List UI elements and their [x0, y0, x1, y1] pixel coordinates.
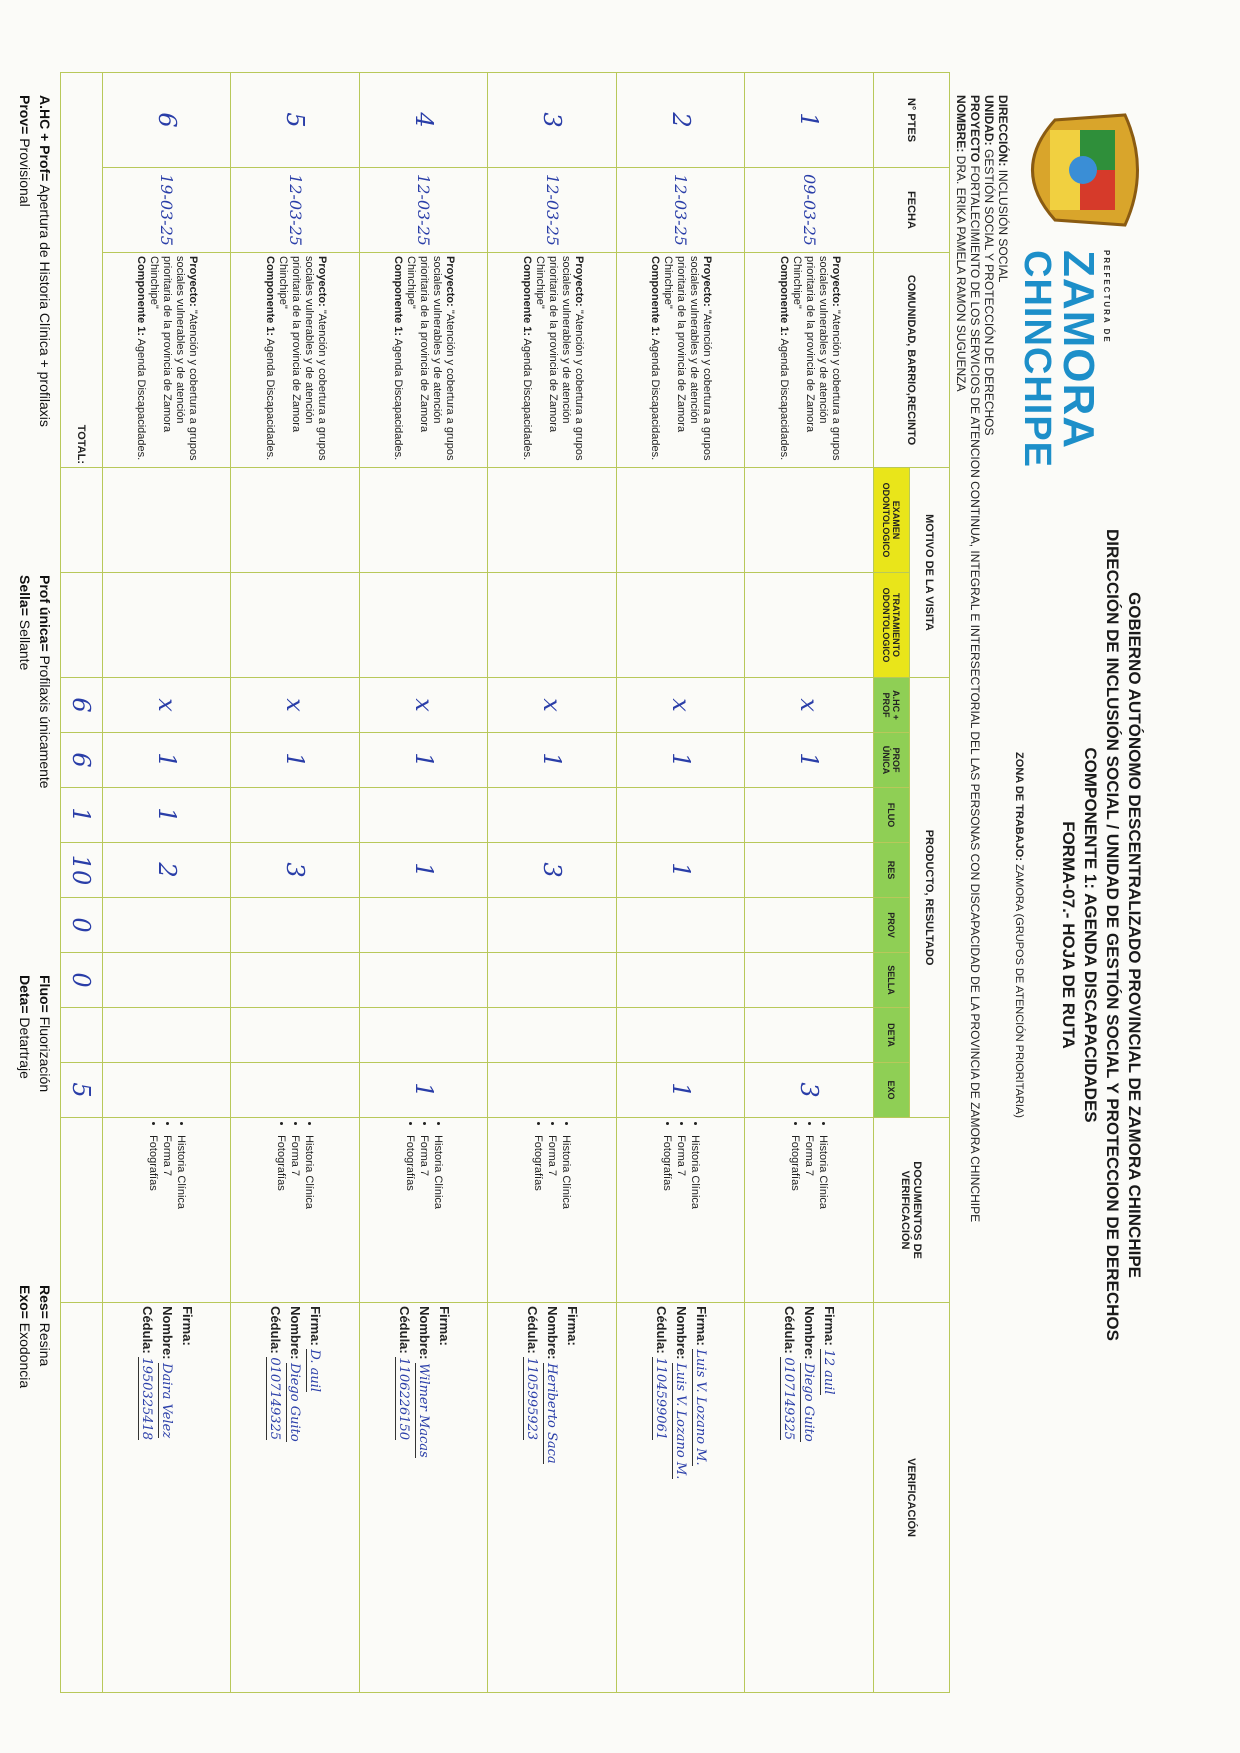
row-verificacion: [231, 1303, 360, 1693]
doc-item: • Forma 7: [288, 1135, 302, 1299]
componente-label: Componente 1:: [777, 256, 790, 337]
col-verificacion: VERIFICACIÓN: [874, 1303, 950, 1693]
componente-label: Componente 1:: [649, 256, 662, 337]
zona-trabajo: [1013, 300, 1025, 1570]
nombre-label: NOMBRE:: [954, 95, 968, 153]
legend-prof-key: Prof única=: [37, 575, 53, 652]
row-tratamiento: [745, 573, 874, 678]
legend-sella-value: Sellante: [17, 619, 33, 671]
cedula-label: Cédula:: [268, 1306, 284, 1354]
row-verificacion: [488, 1303, 617, 1693]
doc-item: • Fotografías: [274, 1135, 288, 1299]
row-exo: 3: [745, 1063, 874, 1118]
row-tratamiento: [103, 573, 232, 678]
table-row: [617, 73, 746, 1693]
row-sella: [103, 953, 232, 1008]
row-comunidad: [617, 253, 746, 468]
col-tratamiento: TRATAMIENTO ODONTOLOGICO: [874, 573, 910, 678]
row-verificacion: [617, 1303, 746, 1693]
legend-res-value: Resina: [37, 1322, 53, 1367]
proyecto-label: Proyecto:: [829, 256, 842, 307]
row-fecha: 19-03-25: [103, 168, 232, 253]
proyecto-text: "Atención y cobertura a grupos sociales vulnerables y de atención prioritaria de la provincia de Zamora Chinchipe": [790, 256, 842, 461]
componente-label: Componente 1:: [263, 256, 276, 337]
row-docs: [617, 1118, 746, 1303]
table-row: [231, 73, 360, 1693]
doc-item: • Historia Clínica: [816, 1135, 830, 1299]
firma-label: Firma:: [565, 1306, 581, 1346]
row-examen: [231, 468, 360, 573]
proyecto-label: PROYECTO: [968, 95, 982, 163]
row-prov: [617, 898, 746, 953]
row-tratamiento: [360, 573, 489, 678]
proyecto-text: "Atención y cobertura a grupos sociales vulnerables y de atención prioritaria de la provincia de Zamora Chinchipe": [662, 256, 714, 461]
direccion-label: DIRECCIÓN:: [996, 95, 1010, 167]
col-deta: DETA: [874, 1008, 910, 1063]
total-fluo: 1: [61, 788, 103, 843]
row-prof: 1: [103, 733, 232, 788]
header-line-2: DIRECCIÓN DE INCLUSIÓN SOCIAL / UNIDAD DE GESTIÓN SOCIAL Y PROTECCION DE DERECHOS: [1103, 529, 1122, 1341]
legend-prov-value: Provisional: [17, 138, 33, 207]
row-fluo: [617, 788, 746, 843]
header-line-4: FORMA-07.- HOJA DE RUTA: [1059, 821, 1078, 1049]
row-prof: 1: [231, 733, 360, 788]
col-docs: DOCUMENTOS DE VERIFICACIÓN: [874, 1118, 950, 1303]
doc-item: • Fotografías: [531, 1135, 545, 1299]
row-examen: [745, 468, 874, 573]
cedula-value: 1106226150: [395, 1357, 411, 1441]
table-row: [488, 73, 617, 1693]
legend-sella-key: Sella=: [17, 575, 33, 616]
row-examen: [617, 468, 746, 573]
total-ahc: 6: [61, 678, 103, 733]
row-sella: [360, 953, 489, 1008]
row-docs: [103, 1118, 232, 1303]
firma-label: Firma:: [436, 1306, 452, 1346]
legend-res-key: Res=: [37, 1285, 53, 1319]
col-npts: N° PTES: [874, 73, 950, 168]
componente-text: Agenda Discapacidades.: [135, 338, 148, 461]
total-docs: [61, 1118, 103, 1303]
doc-item: • Fotografías: [146, 1135, 160, 1299]
nombre-label: Nombre:: [159, 1306, 175, 1360]
doc-item: • Forma 7: [802, 1135, 816, 1299]
proyecto-label: Proyecto:: [315, 256, 328, 307]
col-prof: PROF ÚNICA: [874, 733, 910, 788]
total-label: TOTAL:: [61, 73, 103, 468]
total-tratamiento: [61, 573, 103, 678]
firma-value: 12 auil: [821, 1349, 837, 1395]
row-tratamiento: [488, 573, 617, 678]
row-ahc: x: [103, 678, 232, 733]
col-comunidad: COMUNIDAD, BARRIO,RECINTO: [874, 253, 950, 468]
componente-label: Componente 1:: [392, 256, 405, 337]
row-ahc: x: [488, 678, 617, 733]
row-sella: [488, 953, 617, 1008]
doc-item: • Historia Clínica: [431, 1135, 445, 1299]
nombre-label: Nombre:: [288, 1306, 304, 1360]
row-res: 3: [488, 843, 617, 898]
componente-text: Agenda Discapacidades.: [263, 338, 276, 461]
unidad-value: GESTIÓN SOCIAL Y PROTECCIÓN DE DERECHOS: [982, 149, 996, 436]
row-number: 4: [360, 73, 489, 168]
legend-fluo-key: Fluo=: [37, 975, 53, 1013]
row-prof: 1: [745, 733, 874, 788]
firma-label: Firma:: [822, 1306, 838, 1346]
col-examen: EXAMEN ODONTOLOGICO: [874, 468, 910, 573]
nombre-value: Daira Velez: [158, 1363, 174, 1439]
cedula-label: Cédula:: [139, 1306, 155, 1354]
legend-deta-key: Deta=: [17, 975, 33, 1014]
row-prov: [745, 898, 874, 953]
componente-text: Agenda Discapacidades.: [520, 338, 533, 461]
total-deta: [61, 1008, 103, 1063]
header-line-1: GOBIERNO AUTÓNOMO DESCENTRALIZADO PROVINCIAL DE ZAMORA CHINCHIPE: [1125, 592, 1144, 1278]
row-examen: [360, 468, 489, 573]
doc-item: • Forma 7: [545, 1135, 559, 1299]
componente-label: Componente 1:: [520, 256, 533, 337]
row-exo: [231, 1063, 360, 1118]
total-verificacion: [61, 1303, 103, 1693]
row-prof: 1: [360, 733, 489, 788]
total-sella: 0: [61, 953, 103, 1008]
nombre-label: Nombre:: [545, 1306, 561, 1360]
col-res: RES: [874, 843, 910, 898]
nombre-value: Heriberto Saca: [544, 1363, 560, 1464]
header-line-3: COMPONENTE 1: AGENDA DISCAPACIDADES: [1081, 747, 1100, 1123]
cedula-value: 1105995923: [524, 1357, 540, 1441]
row-exo: [488, 1063, 617, 1118]
col-fluo: FLUO: [874, 788, 910, 843]
nombre-value: Luis V. Lozano M.: [672, 1363, 688, 1480]
nombre-label: Nombre:: [416, 1306, 432, 1360]
firma-label: Firma:: [308, 1306, 324, 1346]
brand-word-zamora: ZAMORA: [1054, 250, 1103, 450]
row-prov: [231, 898, 360, 953]
nombre-label: Nombre:: [802, 1306, 818, 1360]
route-sheet-table: [60, 72, 950, 1693]
row-deta: [103, 1008, 232, 1063]
row-exo: 1: [360, 1063, 489, 1118]
row-comunidad: [231, 253, 360, 468]
form-header: [1057, 300, 1145, 1570]
legend-deta-value: Detartraje: [17, 1017, 33, 1079]
row-deta: [360, 1008, 489, 1063]
row-fluo: [488, 788, 617, 843]
row-fecha: 12-03-25: [231, 168, 360, 253]
legend-ahc-key: A.HC + Prof=: [37, 95, 53, 182]
row-res: 1: [360, 843, 489, 898]
proyecto-text: "Atención y cobertura a grupos sociales vulnerables y de atención prioritaria de la provincia de Zamora Chinchipe": [405, 256, 457, 461]
componente-text: Agenda Discapacidades.: [392, 338, 405, 461]
row-number: 5: [231, 73, 360, 168]
doc-item: • Fotografías: [788, 1135, 802, 1299]
row-comunidad: [103, 253, 232, 468]
row-number: 6: [103, 73, 232, 168]
cedula-label: Cédula:: [525, 1306, 541, 1354]
legend-prof-value: Profilaxis únicamente: [37, 655, 53, 789]
nombre-label: Nombre:: [673, 1306, 689, 1360]
proyecto-value: FORTALECIMIENTO DE LOS SERVICIOS DE ATENCION CONTINUA, INTEGRAL E INTERSECTORIAL DEL LAS PERSONAS CON DISCAPACIDAD DE LA PROVINCIA DE ZAMORA CHINCHIPE: [968, 165, 982, 1223]
form-meta: [954, 95, 1010, 1222]
row-fluo: [231, 788, 360, 843]
row-docs: [360, 1118, 489, 1303]
total-res: 10: [61, 843, 103, 898]
doc-item: • Forma 7: [674, 1135, 688, 1299]
doc-item: • Forma 7: [417, 1135, 431, 1299]
proyecto-label: Proyecto:: [572, 256, 585, 307]
componente-text: Agenda Discapacidades.: [649, 338, 662, 461]
cedula-label: Cédula:: [653, 1306, 669, 1354]
row-prof: 1: [617, 733, 746, 788]
row-prov: [103, 898, 232, 953]
row-examen: [103, 468, 232, 573]
firma-label: Firma:: [179, 1306, 195, 1346]
row-res: 3: [231, 843, 360, 898]
proyecto-text: "Atención y cobertura a grupos sociales vulnerables y de atención prioritaria de la provincia de Zamora Chinchipe": [276, 256, 328, 461]
table-row: [103, 73, 232, 1693]
doc-item: • Fotografías: [660, 1135, 674, 1299]
cedula-value: 1950325418: [138, 1357, 154, 1441]
brand-word-chinchipe: CHINCHIPE: [1016, 250, 1058, 469]
row-number: 1: [745, 73, 874, 168]
row-tratamiento: [617, 573, 746, 678]
col-fecha: FECHA: [874, 168, 950, 253]
row-deta: [745, 1008, 874, 1063]
row-fecha: 12-03-25: [488, 168, 617, 253]
row-comunidad: [360, 253, 489, 468]
brand-prefecture: PREFECTURA DE: [1102, 250, 1111, 344]
proyecto-label: Proyecto:: [187, 256, 200, 307]
row-fecha: 12-03-25: [360, 168, 489, 253]
cedula-label: Cédula:: [396, 1306, 412, 1354]
row-deta: [617, 1008, 746, 1063]
componente-text: Agenda Discapacidades.: [777, 338, 790, 461]
doc-item: • Forma 7: [160, 1135, 174, 1299]
proyecto-text: "Atención y cobertura a grupos sociales vulnerables y de atención prioritaria de la provincia de Zamora Chinchipe": [533, 256, 585, 461]
col-motivo: MOTIVO DE LA VISITA: [910, 468, 950, 678]
row-prof: 1: [488, 733, 617, 788]
col-prov: PROV: [874, 898, 910, 953]
nombre-value: Diego Guito: [801, 1363, 817, 1442]
doc-item: • Historia Clínica: [174, 1135, 188, 1299]
row-deta: [488, 1008, 617, 1063]
row-comunidad: [745, 253, 874, 468]
proyecto-label: Proyecto:: [701, 256, 714, 307]
proyecto-label: Proyecto:: [444, 256, 457, 307]
row-res: [745, 843, 874, 898]
doc-item: • Historia Clínica: [302, 1135, 316, 1299]
doc-item: • Historia Clínica: [559, 1135, 573, 1299]
total-prov: 0: [61, 898, 103, 953]
row-deta: [231, 1008, 360, 1063]
row-fluo: 1: [103, 788, 232, 843]
proyecto-text: "Atención y cobertura a grupos sociales vulnerables y de atención prioritaria de la provincia de Zamora Chinchipe": [148, 256, 200, 461]
row-prov: [488, 898, 617, 953]
row-exo: [103, 1063, 232, 1118]
firma-value: Luis V. Lozano M.: [692, 1349, 708, 1466]
row-docs: [745, 1118, 874, 1303]
row-fecha: 09-03-25: [745, 168, 874, 253]
col-exo: EXO: [874, 1063, 910, 1118]
row-number: 3: [488, 73, 617, 168]
unidad-label: UNIDAD:: [982, 95, 996, 146]
table-row: [360, 73, 489, 1693]
row-docs: [231, 1118, 360, 1303]
row-fluo: [745, 788, 874, 843]
firma-label: Firma:: [693, 1306, 709, 1346]
nombre-value: Diego Guito: [287, 1363, 303, 1442]
row-comunidad: [488, 253, 617, 468]
row-ahc: x: [360, 678, 489, 733]
row-fecha: 12-03-25: [617, 168, 746, 253]
direccion-value: INCLUSIÓN SOCIAL: [996, 169, 1010, 283]
table-row: [745, 73, 874, 1693]
row-docs: [488, 1118, 617, 1303]
zona-value: ZAMORA (GRUPOS DE ATENCIÓN PRIORITARIA): [1013, 864, 1025, 1118]
col-sella: SELLA: [874, 953, 910, 1008]
row-number: 2: [617, 73, 746, 168]
col-producto: PRODUCTO, RESULTADO: [910, 678, 950, 1118]
row-verificacion: [360, 1303, 489, 1693]
row-sella: [617, 953, 746, 1008]
legend-prov-key: Prov=: [17, 95, 33, 135]
nombre-value: DRA. ERIKA PAMELA RAMON SUGUENZA: [954, 155, 968, 392]
row-ahc: x: [745, 678, 874, 733]
cedula-value: 0107149325: [781, 1357, 797, 1441]
componente-label: Componente 1:: [135, 256, 148, 337]
legend-ahc-value: Apertura de Historia Clínica + profilaxis: [37, 184, 53, 427]
cedula-value: 0107149325: [267, 1357, 283, 1441]
province-coat-of-arms-logo: [1010, 95, 1145, 245]
row-res: 1: [617, 843, 746, 898]
firma-value: D. auil: [307, 1349, 323, 1393]
row-prov: [360, 898, 489, 953]
row-ahc: x: [231, 678, 360, 733]
row-tratamiento: [231, 573, 360, 678]
row-sella: [745, 953, 874, 1008]
row-examen: [488, 468, 617, 573]
col-ahc: A.HC + PROF: [874, 678, 910, 733]
row-res: 2: [103, 843, 232, 898]
total-prof: 6: [61, 733, 103, 788]
legend-fluo-value: Fluorización: [37, 1016, 53, 1093]
nombre-value: Wilmer Macas: [415, 1363, 431, 1458]
doc-item: • Fotografías: [403, 1135, 417, 1299]
row-verificacion: [745, 1303, 874, 1693]
cedula-label: Cédula:: [782, 1306, 798, 1354]
row-ahc: x: [617, 678, 746, 733]
cedula-value: 1104599061: [652, 1357, 668, 1441]
total-exo: 5: [61, 1063, 103, 1118]
row-exo: 1: [617, 1063, 746, 1118]
legend-exo-key: Exo=: [17, 1285, 33, 1319]
row-sella: [231, 953, 360, 1008]
total-examen: [61, 468, 103, 573]
zona-label: ZONA DE TRABAJO:: [1013, 752, 1025, 862]
legend-exo-value: Exodoncia: [17, 1322, 33, 1389]
row-verificacion: [103, 1303, 232, 1693]
doc-item: • Historia Clínica: [688, 1135, 702, 1299]
row-fluo: [360, 788, 489, 843]
